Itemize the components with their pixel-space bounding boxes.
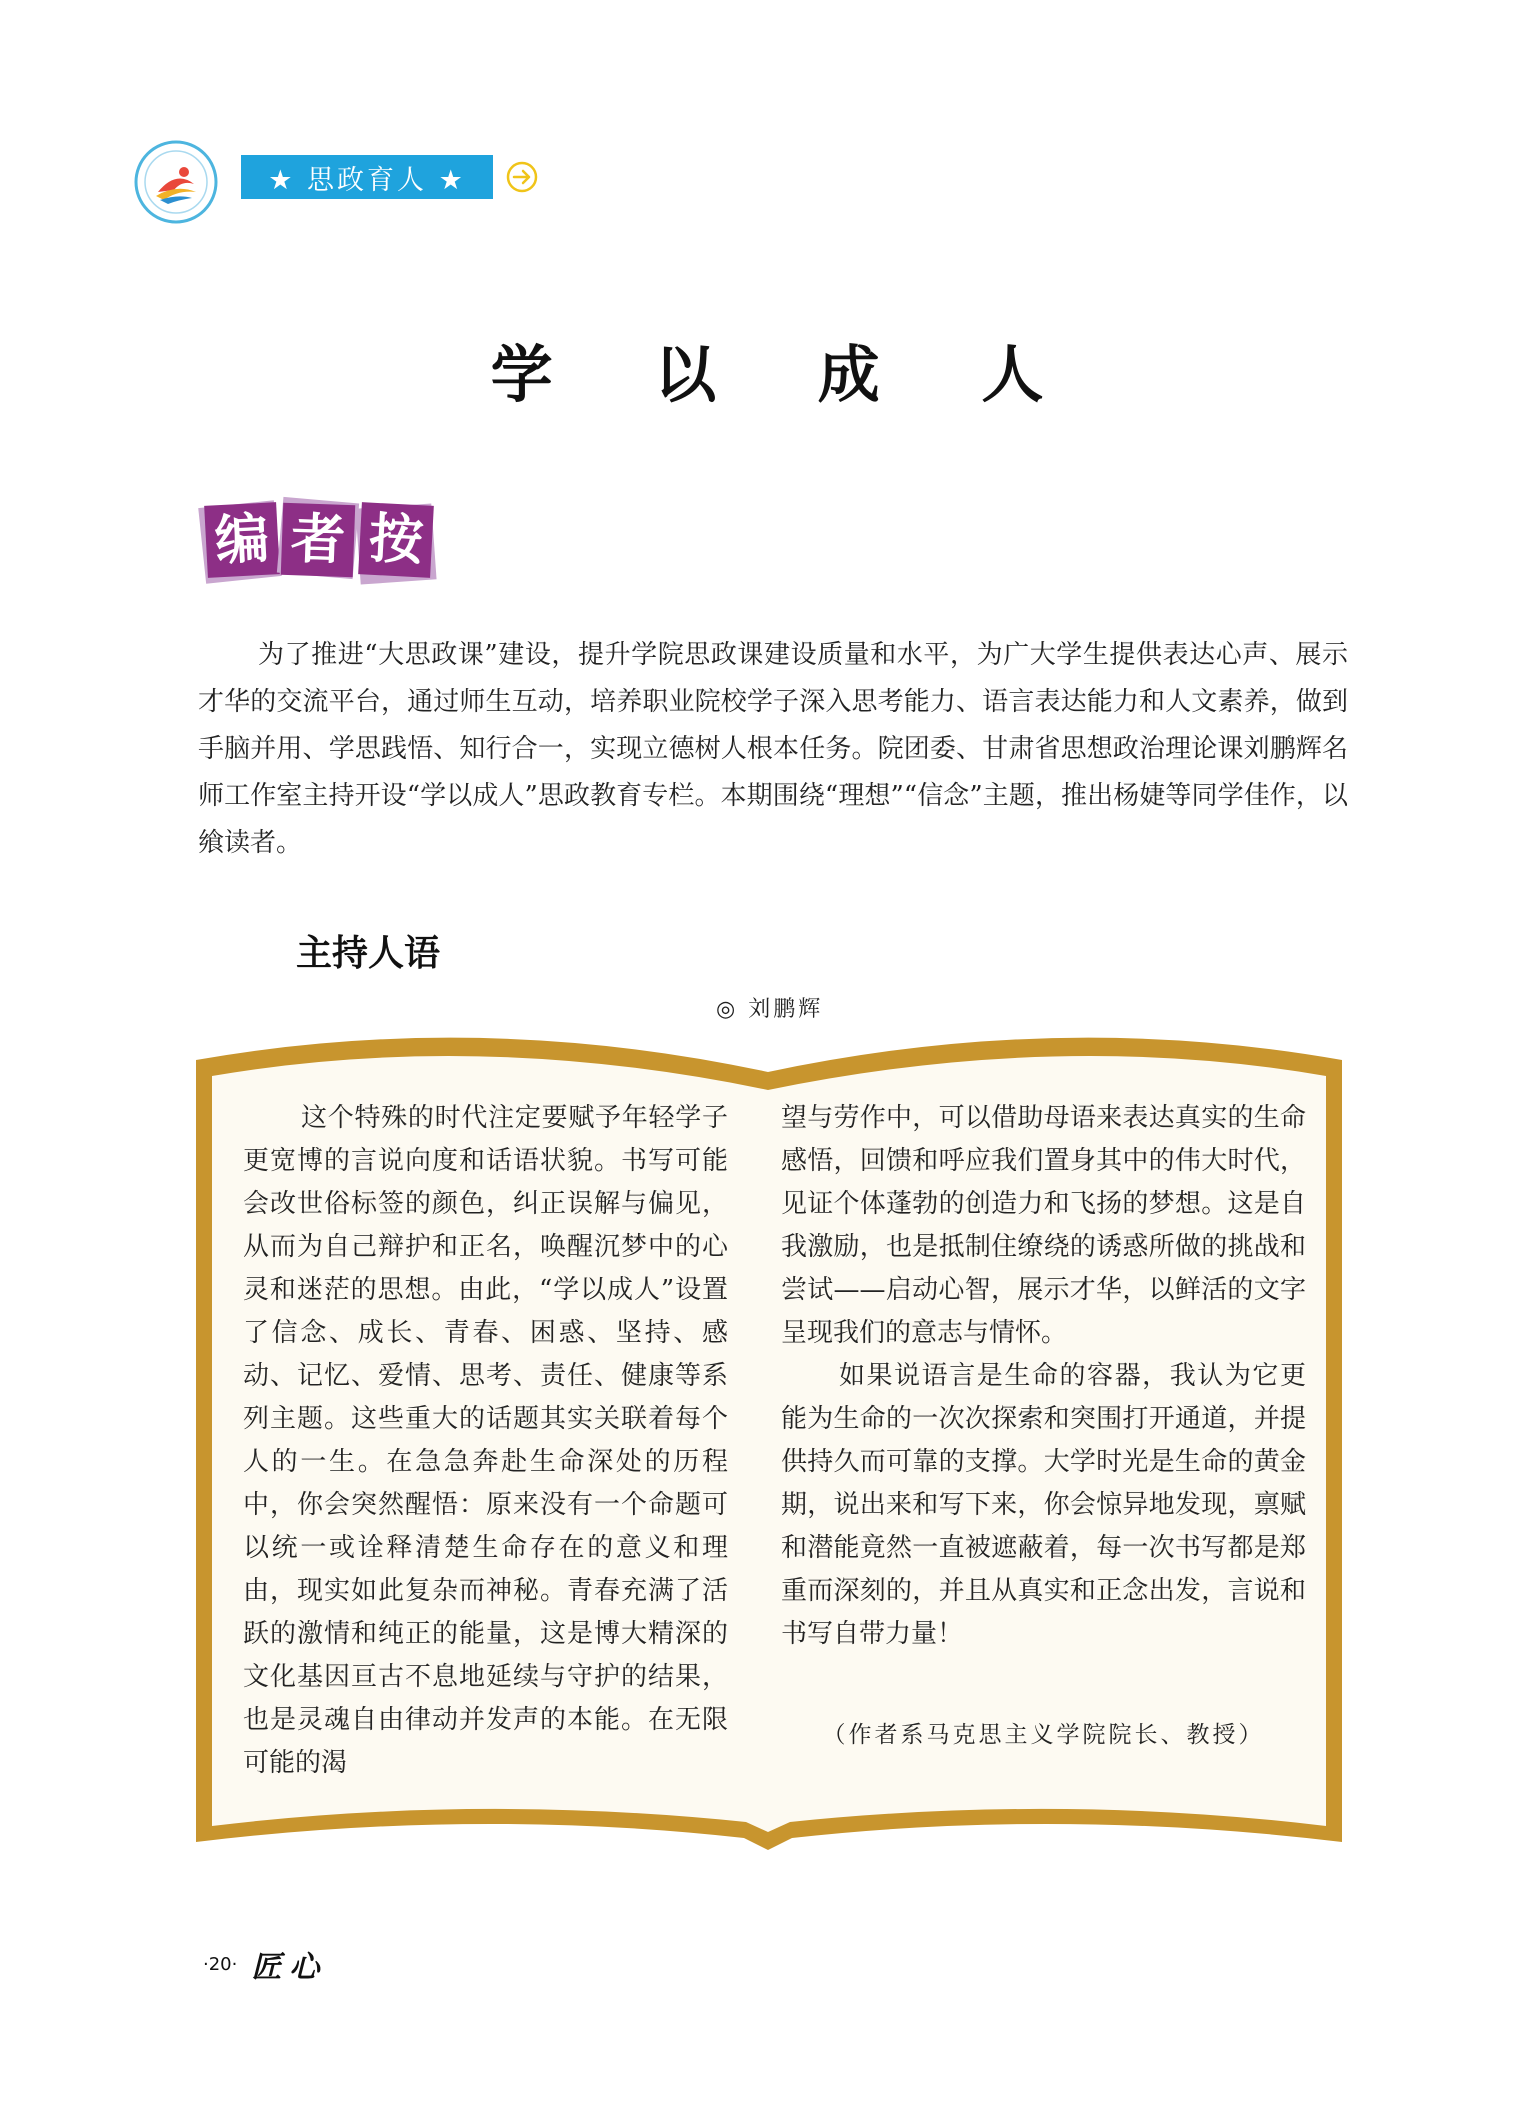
magazine-name: 匠心 [251,1950,328,1985]
host-section-heading: 主持人语 [296,933,441,974]
page-title: 学 以 成 人 [490,338,1084,411]
editor-note-char: 编 [204,502,280,578]
paragraph: 如果说语言是生命的容器，我认为它更能为生命的一次次探索和突围打开通道，并提供持久而可靠的支撑。大学时光是生命的黄金期，说出来和写下来，你会惊异地发现，禀赋和潜能竟然一直被遮蔽着，每一次书写都是郑重而深刻的，并且从真实和正念出发，言说和书写自带力量！ [781,1361,1306,1649]
page-number: ·20· [203,1953,238,1975]
paragraph: 这个特殊的时代注定要赋予年轻学子更宽博的言说向度和话语状貌。书写可能会改世俗标签的颜色，纠正误解与偏见，从而为自己辩护和正名，唤醒沉梦中的心灵和迷茫的思想。由此，“学以成人”设置了信念、成长、青春、困惑、坚持、感动、记忆、爱情、思考、责任、健康等系列主题。这些重大的话题其实关联着每个人的一生。在急急奔赴生命深处的历程中，你会突然醒悟：原来没有一个命题可以统一或诠释清楚生命存在的意义和理由，现实如此复杂而神秘。青春充满了活跃的激情和纯正的能量，这是博大精深的文化基因亘古不息地延续与守护的结果，也是灵魂自由律动并发声的本能。在无限可能的渴 [243,1103,728,1778]
paragraph: 望与劳作中，可以借助母语来表达真实的生命感悟，回馈和呼应我们置身其中的伟大时代，见证个体蓬勃的创造力和飞扬的梦想。这是自我激励，也是抵制住缭绕的诱惑所做的挑战和尝试——启动心智，展示才华，以鲜活的文字呈现我们的意志与情怀。 [781,1103,1306,1348]
editor-note-char: 按 [358,502,434,578]
author-signoff: （作者系马克思主义学院院长、教授） [822,1722,1265,1748]
host-text-right-column [781,1097,1306,1757]
page-footer [203,1942,327,1986]
editor-note-text: 为了推进“大思政课”建设，提升学院思政课建设质量和水平，为广大学生提供表达心声、展示才华的交流平台，通过师生互动，培养职业院校学子深入思考能力、语言表达能力和人文素养，做到手脑并用、学思践悟、知行合一，实现立德树人根本任务。院团委、甘肃省思想政治理论课刘鹏辉名师工作室主持开设“学以成人”思政教育专栏。本期围绕“理想”“信念”主题，推出杨婕等同学佳作，以飨读者。 [198,640,1348,858]
byline: ◎ 刘鹏辉 [716,997,824,1022]
column-tag: ★ 思政育人 ★ [241,155,493,199]
host-text-left-column [243,1097,728,1785]
editor-note-char: 者 [281,503,355,577]
